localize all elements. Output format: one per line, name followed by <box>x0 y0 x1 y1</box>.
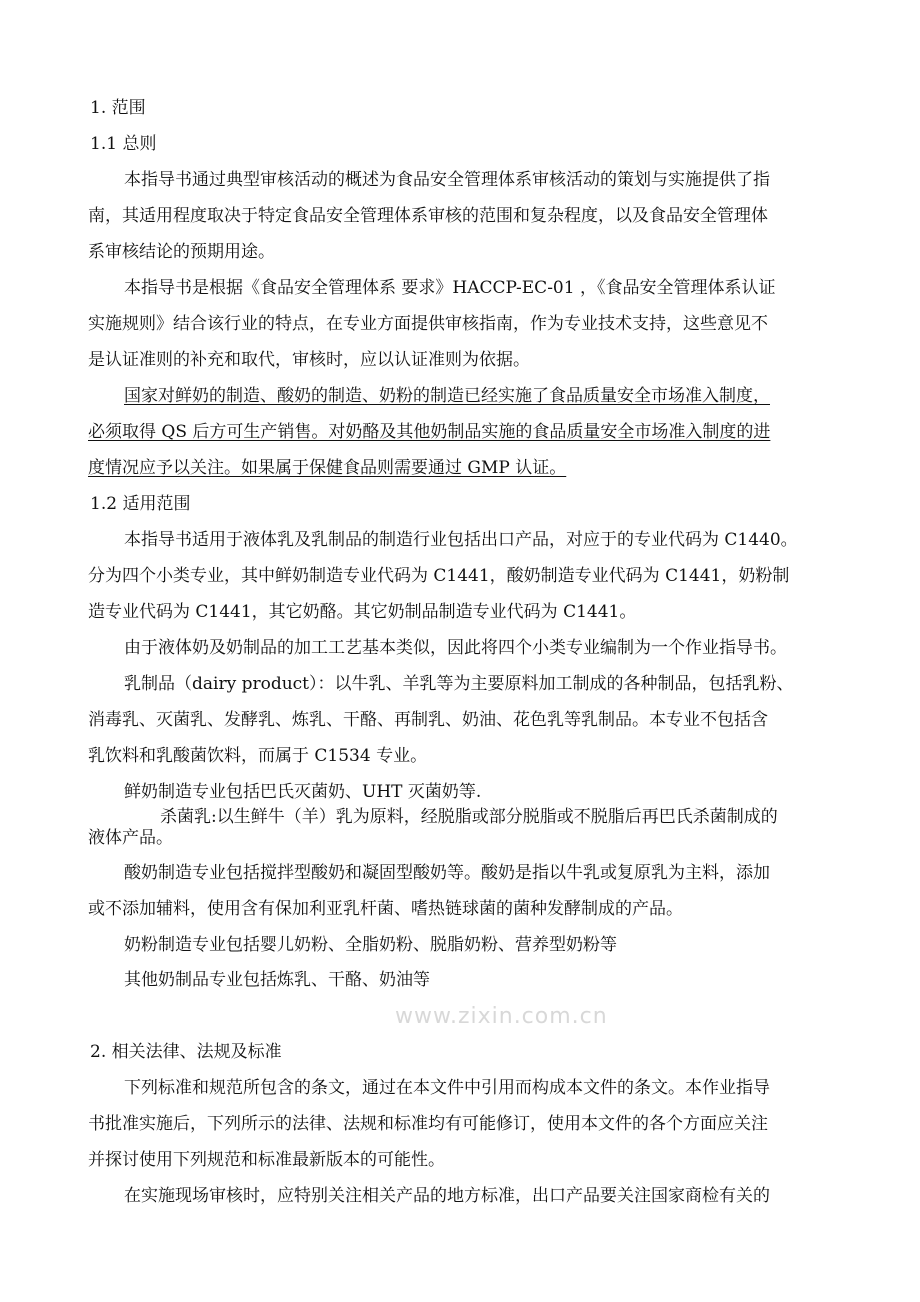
section-1-1-heading: 1.1 总则 <box>90 134 157 154</box>
paragraph-line: 本指导书适用于液体乳及乳制品的制造行业包括出口产品，对应于的专业代码为 C1440。 <box>124 530 798 550</box>
paragraph-line: 杀菌乳:以生鲜牛（羊）乳为原料，经脱脂或部分脱脂或不脱脂后再巴氏杀菌制成的 <box>160 807 778 827</box>
paragraph-line: 系审核结论的预期用途。 <box>88 242 275 262</box>
paragraph-line: 液体产品。 <box>88 828 173 848</box>
underlined-paragraph-line: 国家对鲜奶的制造、酸奶的制造、奶粉的制造已经实施了食品质量安全市场准入制度， <box>124 386 770 406</box>
paragraph-line: 乳饮料和乳酸菌饮料，而属于 C1534 专业。 <box>88 746 428 766</box>
underlined-paragraph-line: 必须取得 QS 后方可生产销售。对奶酪及其他奶制品实施的食品质量安全市场准入制度的进 <box>88 422 771 442</box>
paragraph-line: 由于液体奶及奶制品的加工工艺基本类似，因此将四个小类专业编制为一个作业指导书。 <box>124 638 787 658</box>
paragraph-line: 本指导书通过典型审核活动的概述为食品安全管理体系审核活动的策划与实施提供了指 <box>124 170 770 190</box>
paragraph-line: 造专业代码为 C1441，其它奶酪。其它奶制品制造专业代码为 C1441。 <box>88 602 637 622</box>
paragraph-line: 在实施现场审核时，应特别关注相关产品的地方标准，出口产品要关注国家商检有关的 <box>124 1186 770 1206</box>
paragraph-line: 消毒乳、灭菌乳、发酵乳、炼乳、干酪、再制乳、奶油、花色乳等乳制品。本专业不包括含 <box>88 710 768 730</box>
paragraph-line: 或不添加辅料，使用含有保加利亚乳杆菌、嗜热链球菌的菌种发酵制成的产品。 <box>88 899 683 919</box>
underlined-paragraph-line: 度情况应予以关注。如果属于保健食品则需要通过 GMP 认证。 <box>88 458 567 478</box>
paragraph-line: 并探讨使用下列规范和标准最新版本的可能性。 <box>88 1150 445 1170</box>
paragraph-line: 下列标准和规范所包含的条文，通过在本文件中引用而构成本文件的条文。本作业指导 <box>124 1078 770 1098</box>
section-2-heading: 2. 相关法律、法规及标准 <box>90 1042 282 1062</box>
paragraph-line: 鲜奶制造专业包括巴氏灭菌奶、UHT 灭菌奶等. <box>124 782 482 802</box>
paragraph-line: 奶粉制造专业包括婴儿奶粉、全脂奶粉、脱脂奶粉、营养型奶粉等 <box>124 935 617 955</box>
paragraph-line: 书批准实施后，下列所示的法律、法规和标准均有可能修订，使用本文件的各个方面应关注 <box>88 1114 768 1134</box>
paragraph-line: 是认证准则的补充和取代，审核时，应以认证准则为依据。 <box>88 350 530 370</box>
paragraph-line: 南，其适用程度取决于特定食品安全管理体系审核的范围和复杂程度，以及食品安全管理体 <box>88 206 768 226</box>
section-1-heading: 1. 范围 <box>90 98 146 118</box>
paragraph-line: 实施规则》结合该行业的特点，在专业方面提供审核指南，作为专业技术支持，这些意见不 <box>88 314 768 334</box>
paragraph-line: 乳制品（dairy product）：以牛乳、羊乳等为主要原料加工制成的各种制品，包括乳粉、 <box>124 674 794 694</box>
paragraph-line: 酸奶制造专业包括搅拌型酸奶和凝固型酸奶等。酸奶是指以牛乳或复原乳为主料，添加 <box>124 863 770 883</box>
paragraph-line: 分为四个小类专业，其中鲜奶制造专业代码为 C1441，酸奶制造专业代码为 C1441，奶粉制 <box>88 566 790 586</box>
watermark: www.zixin.com.cn <box>395 1004 608 1029</box>
paragraph-line: 其他奶制品专业包括炼乳、干酪、奶油等 <box>124 970 430 990</box>
section-1-2-heading: 1.2 适用范围 <box>90 494 191 514</box>
paragraph-line: 本指导书是根据《食品安全管理体系 要求》HACCP-EC-01 ，《食品安全管理体系认证 <box>124 278 776 298</box>
